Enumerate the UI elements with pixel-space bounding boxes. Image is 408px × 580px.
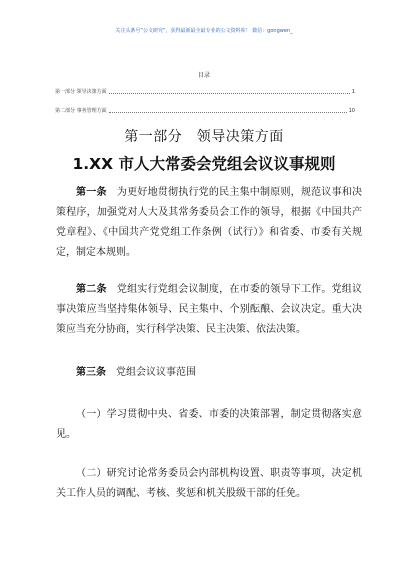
article-text: 党组实行党组会议制度，在市委的领导下工作。党组议事决策应当坚持集体领导、民主集中、个别酝酿、会议决定。重大决策应当充分协商，实行科学决策、民主决策、依法决策。 <box>56 284 363 335</box>
toc-leader-dots <box>109 112 347 113</box>
toc-title: 目录 <box>197 72 210 79</box>
article-number: 第一条 <box>76 187 107 198</box>
toc-entry-label: 第一部分 领导决策方面 <box>55 89 107 95</box>
part-title: 第一部分 领导决策方面 <box>124 129 284 145</box>
toc-leader-dots <box>109 93 350 94</box>
article-paragraph <box>56 363 362 383</box>
list-item: （二）研究讨论常务委员会内部机构设置、职责等事项，决定机关工作人员的调配、考核、奖惩和机关股级干部的任免。 <box>56 468 362 499</box>
list-item: （一）学习贯彻中央、省委、市委的决策部署，制定贯彻落实意见。 <box>56 409 362 440</box>
article-number: 第三条 <box>76 367 106 378</box>
article-paragraph <box>56 280 362 340</box>
toc-entry[interactable] <box>55 107 355 114</box>
article-text: 党组会议议事范围 <box>116 367 196 378</box>
toc-entry-page: 10 <box>348 108 355 114</box>
article-text: 为更好地贯彻执行党的民主集中制原则，规范议事和决策程序，加强党对人大及其常务委员会工作的领导，根据《中国共产党章程》、《中国共产党党组工作条例（试行）》和省委、市委有关规定，制定本规则。 <box>56 187 363 258</box>
article-number: 第二条 <box>76 284 107 295</box>
document-title: 1.XX 市人大常委会党组会议议事规则 <box>72 155 336 173</box>
article-paragraph <box>56 183 362 263</box>
header-note: 关注头条号“公文研究”，获得最新最全最专业的公文资料库！ 微信：gongwen_ <box>115 28 293 34</box>
toc-entry-page: 1 <box>351 89 355 95</box>
toc-entry[interactable] <box>55 88 355 95</box>
toc-entry-label: 第二部分 事务管理方面 <box>55 108 107 114</box>
